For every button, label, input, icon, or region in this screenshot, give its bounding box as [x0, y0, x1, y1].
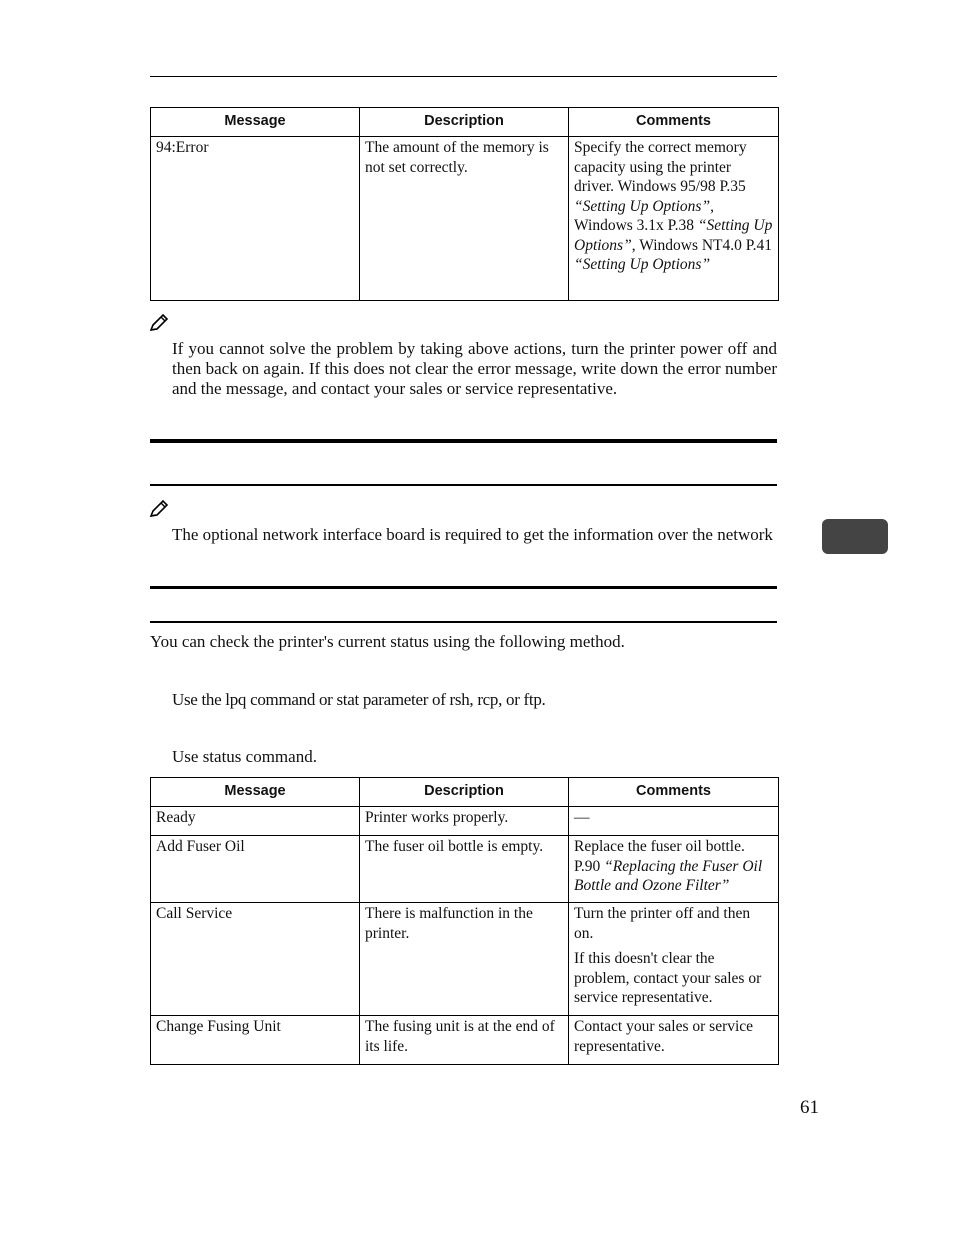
subsection-rule — [150, 621, 777, 623]
comment-text: Replace the fuser oil bottle. — [574, 838, 745, 855]
cell-comments: Contact your sales or service representative. — [569, 1016, 779, 1065]
cell-message: Add Fuser Oil — [151, 836, 360, 903]
page-ref: P.35 — [719, 178, 746, 195]
cell-message: 94:Error — [151, 137, 360, 301]
header-description: Description — [360, 108, 569, 137]
intro-text: You can check the printer's current status using the following method. — [150, 632, 625, 651]
header-message: Message — [151, 108, 360, 137]
subsection-rule — [150, 586, 777, 589]
cell-comments — [569, 836, 779, 903]
header-comments: Comments — [569, 778, 779, 807]
header-message: Message — [151, 778, 360, 807]
subsection-rule — [150, 484, 777, 486]
table-row — [151, 1016, 779, 1065]
cell-comments — [569, 137, 779, 301]
status-table — [150, 777, 779, 1065]
table-row — [151, 903, 779, 1016]
table-header-row — [151, 778, 779, 807]
table-row — [151, 137, 779, 301]
table-row — [151, 836, 779, 903]
cell-description: The fuser oil bottle is empty. — [360, 836, 569, 903]
table-row — [151, 807, 779, 836]
chapter-tab-marker — [822, 519, 888, 554]
reference-link[interactable]: “Replacing the Fuser Oil Bottle and Ozone Filter” — [574, 857, 763, 894]
note-text: The optional network interface board is required to get the information over the network — [172, 525, 773, 544]
cell-message: Change Fusing Unit — [151, 1016, 360, 1065]
cell-description: The fusing unit is at the end of its life. — [360, 1016, 569, 1065]
comment-text: , Windows 3.1x — [574, 197, 714, 234]
header-comments: Comments — [569, 108, 779, 137]
cell-comments: — — [569, 807, 779, 836]
top-rule — [150, 76, 777, 77]
page-number: 61 — [800, 1097, 819, 1118]
comment-text: Turn the printer off and then on. — [574, 905, 751, 942]
cell-message: Call Service — [151, 903, 360, 1016]
comment-text: If this doesn't clear the problem, contact your sales or service representative. — [574, 950, 762, 1006]
method-text: Use the lpq command or stat parameter of rsh, rcp, or ftp. — [172, 690, 546, 709]
error-table — [150, 107, 779, 301]
comment-text: Specify the correct memory capacity using the printer driver. Windows 95/98 — [574, 139, 747, 195]
cell-description: Printer works properly. — [360, 807, 569, 836]
header-description: Description — [360, 778, 569, 807]
page-ref: P.90 — [574, 857, 605, 875]
method-text: Use status command. — [172, 747, 317, 766]
note-text: If you cannot solve the problem by taking above actions, turn the printer power off and then back on again. If this does not clear the error message, write down the error number and the message, and contact your sales or service representative. — [172, 339, 777, 398]
reference-link[interactable]: “Setting Up Options” — [574, 256, 711, 273]
page-ref: P.41 — [745, 236, 773, 254]
note-pencil-icon — [148, 313, 170, 333]
page-ref: P.38 — [667, 217, 698, 234]
section-thick-rule — [150, 439, 777, 443]
cell-message: Ready — [151, 807, 360, 836]
note-pencil-icon — [148, 499, 170, 519]
table-header-row — [151, 108, 779, 137]
reference-link[interactable]: “Setting Up Options” — [574, 217, 773, 254]
cell-description: There is malfunction in the printer. — [360, 903, 569, 1016]
cell-description: The amount of the memory is not set correctly. — [360, 137, 569, 301]
comment-text: , Windows NT4.0 — [631, 236, 746, 254]
cell-comments — [569, 903, 779, 1016]
reference-link[interactable]: “Setting Up Options” — [574, 197, 711, 215]
